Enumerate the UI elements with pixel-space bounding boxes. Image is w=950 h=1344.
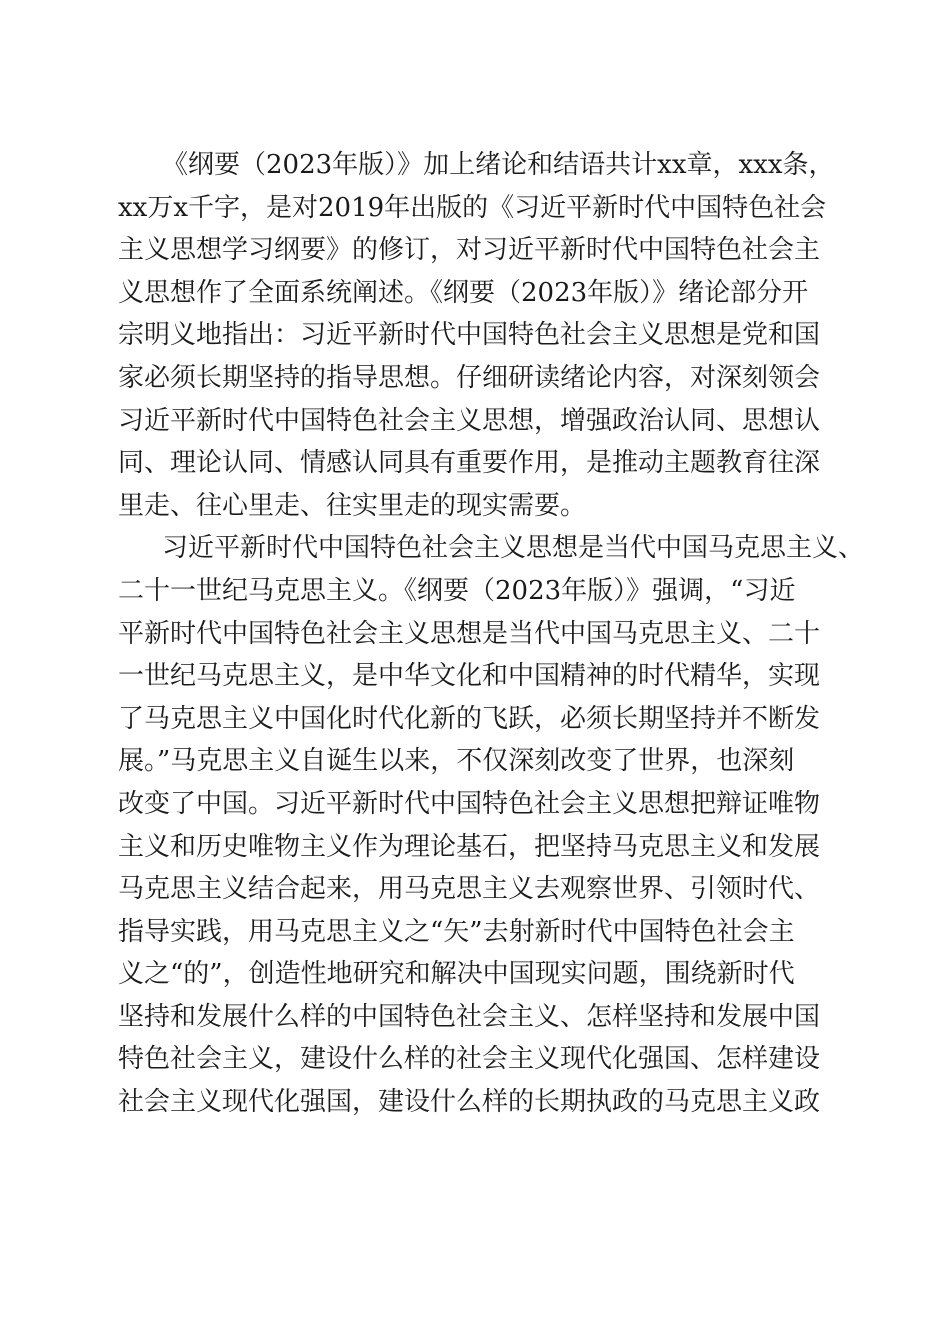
- paragraph-2: [118, 527, 865, 1123]
- paragraph-line: 家必须长期坚持的指导思想。仔细研读绪论内容，对深刻领会: [118, 362, 821, 393]
- paragraph-line: 义思想作了全面系统阐述。《纲要（2023年版）》绪论部分开: [118, 277, 809, 308]
- paragraph-line: 展。”马克思主义自诞生以来，不仅深刻改变了世界，也深刻: [118, 746, 795, 777]
- paragraph-line: 习近平新时代中国特色社会主义思想是当代中国马克思主义、: [162, 533, 865, 564]
- paragraph-line: 二十一世纪马克思主义。《纲要（2023年版）》强调，“习近: [118, 575, 796, 606]
- paragraph-line: 习近平新时代中国特色社会主义思想，增强政治认同、思想认: [118, 405, 821, 436]
- paragraph-line: 特色社会主义，建设什么样的社会主义现代化强国、怎样建设: [118, 1044, 821, 1075]
- paragraph-line: 一世纪马克思主义，是中华文化和中国精神的时代精华，实现: [118, 661, 821, 692]
- paragraph-line: 平新时代中国特色社会主义思想是当代中国马克思主义、二十: [118, 618, 821, 649]
- paragraph-line: 义之“的”，创造性地研究和解决中国现实问题，围绕新时代: [118, 959, 795, 990]
- paragraph-1: [118, 144, 835, 527]
- paragraph-line: 改变了中国。习近平新时代中国特色社会主义思想把辩证唯物: [118, 788, 821, 819]
- document-body: [118, 144, 865, 1124]
- paragraph-line: 里走、往心里走、往实里走的现实需要。: [118, 490, 587, 521]
- paragraph-line: 马克思主义结合起来，用马克思主义去观察世界、引领时代、: [118, 874, 821, 905]
- paragraph-line: 社会主义现代化强国，建设什么样的长期执政的马克思主义政: [118, 1087, 821, 1118]
- paragraph-line: 指导实践，用马克思主义之“矢”去射新时代中国特色社会主: [118, 916, 795, 947]
- paragraph-line: 主义思想学习纲要》的修订，对习近平新时代中国特色社会主: [118, 235, 821, 266]
- paragraph-line: 《纲要（2023年版）》加上绪论和结语共计xx章，xxx条，: [162, 150, 835, 180]
- paragraph-line: 了马克思主义中国化时代化新的飞跃，必须长期坚持并不断发: [118, 703, 821, 734]
- paragraph-line: 宗明义地指出：习近平新时代中国特色社会主义思想是党和国: [118, 320, 821, 351]
- paragraph-line: xx万x千字，是对2019年出版的《习近平新时代中国特色社会: [118, 192, 827, 223]
- paragraph-line: 同、理论认同、情感认同具有重要作用，是推动主题教育往深: [118, 448, 821, 479]
- paragraph-line: 坚持和发展什么样的中国特色社会主义、怎样坚持和发展中国: [118, 1001, 821, 1032]
- paragraph-line: 主义和历史唯物主义作为理论基石，把坚持马克思主义和发展: [118, 831, 821, 862]
